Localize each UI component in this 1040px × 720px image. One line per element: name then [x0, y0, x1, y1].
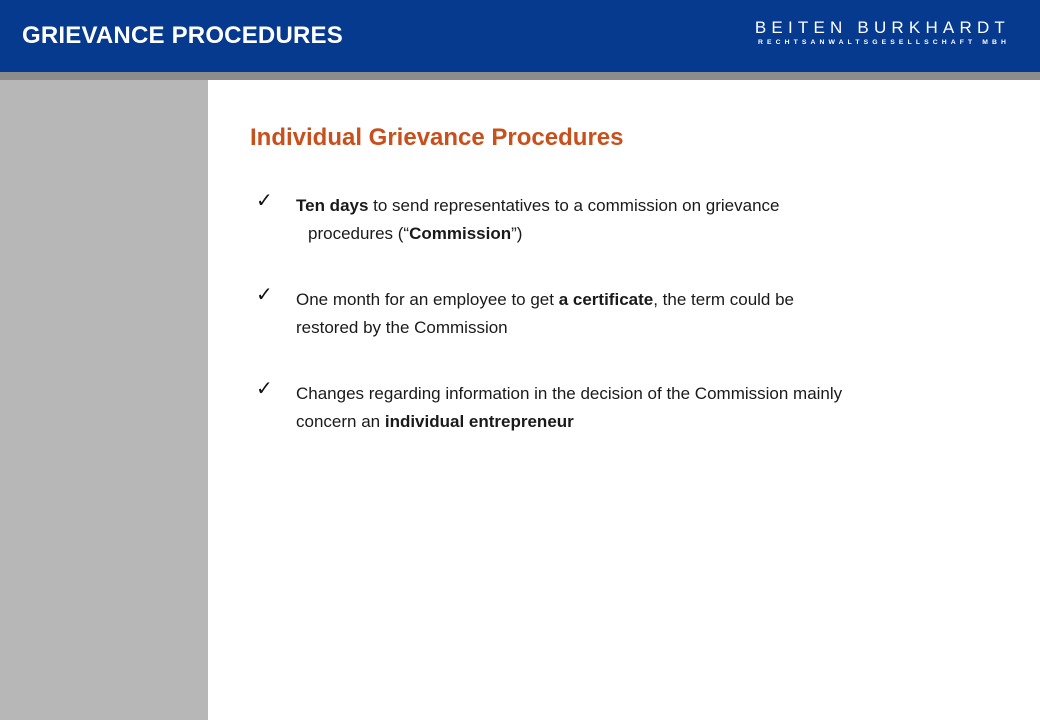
bullet-text: restored by the Commission [296, 318, 508, 337]
section-heading: Individual Grievance Procedures [250, 124, 624, 151]
sidebar-panel [0, 80, 208, 720]
bullet-text: concern an [296, 412, 385, 431]
brand-name: BEITEN BURKHARDT [754, 18, 1010, 37]
bullet-bold-text: Commission [409, 224, 512, 243]
bullet-bold-text: Ten days [296, 196, 369, 215]
header-divider [0, 72, 1040, 80]
bullet-text: to send representatives to a commission on grievance [368, 196, 780, 215]
bullet-bold-text: individual entrepreneur [384, 412, 574, 431]
bullet-item-ten-days [256, 188, 996, 248]
check-icon: ✓ [256, 188, 273, 212]
bullet-text: One month for an employee to get [296, 290, 559, 309]
check-icon: ✓ [256, 376, 273, 400]
bullet-item-changes [256, 376, 996, 436]
bullet-bold-text: a certificate [558, 290, 654, 309]
bullet-item-one-month [256, 282, 996, 342]
page-title: GRIEVANCE PROCEDURES [22, 22, 343, 49]
bullet-text: , the term could be [653, 290, 795, 309]
bullet-text: procedures (“ [308, 224, 410, 243]
brand-subtitle: RECHTSANWALTSGESELLSCHAFT MBH [757, 39, 1010, 46]
brand-logo [755, 18, 1010, 48]
header-bar [0, 0, 1040, 72]
check-icon: ✓ [256, 282, 273, 306]
bullet-text: Changes regarding information in the decision of the Commission mainly [296, 384, 843, 403]
bullet-text: ”) [511, 224, 523, 243]
